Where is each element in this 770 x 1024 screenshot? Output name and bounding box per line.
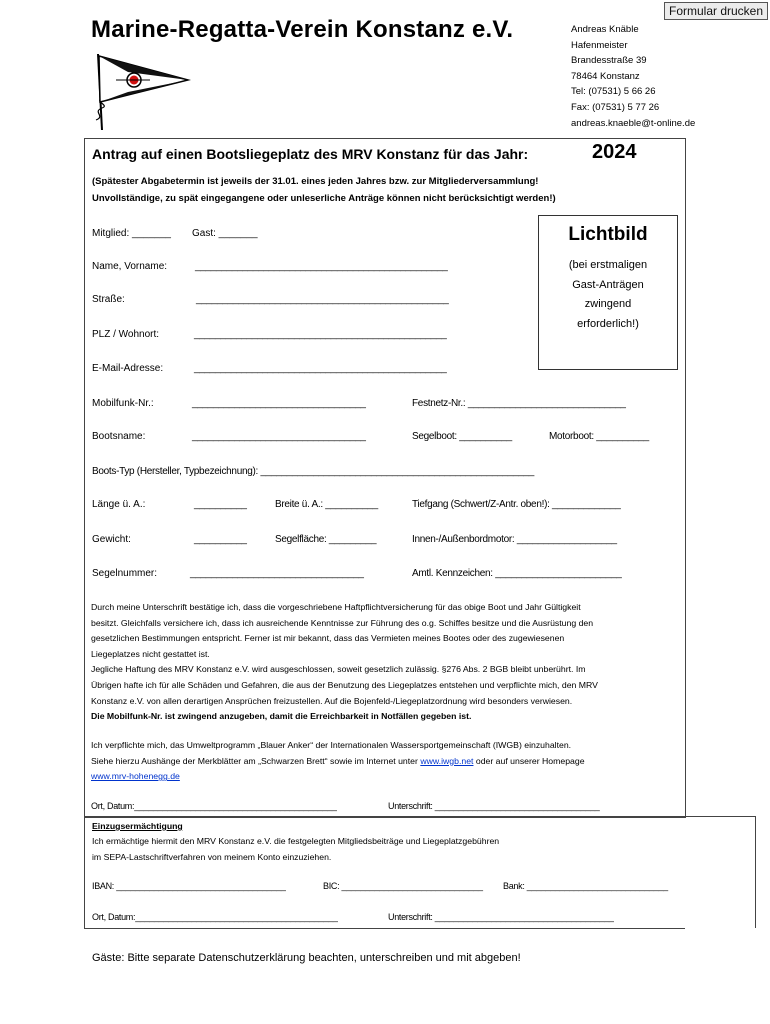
mobile-required-note: Die Mobilfunk-Nr. ist zwingend anzugeben, damit die Erreichbarkeit in Notfällen gegeben ist.	[91, 711, 472, 722]
legal-line: Konstanz e.V. von allen derartigen Ansprüchen freizustellen. Auf die Bojenfeld-/Liegeplatzordnung wird besonders verwiesen.	[91, 695, 573, 706]
deadline-warning: (Spätester Abgabetermin ist jeweils der 31.01. eines jeden Jahres bzw. zur Mitgliederversammlung!	[92, 176, 539, 187]
landline-field[interactable]: Festnetz-Nr.: ______________________________	[412, 398, 626, 409]
motorboat-field[interactable]: Motorboot: __________	[549, 431, 649, 442]
legal-line: besitzt. Gleichfalls versichere ich, dass ich ausreichende Kenntnisse zur Führung des o.g. Schiffes besitze und die Ausrüstung den	[91, 617, 594, 628]
sepa-place-date-field[interactable]: Ort, Datum:___________________________________________	[92, 912, 338, 922]
contact-block	[571, 22, 695, 131]
legal-text: oder auf unserer Homepage	[475, 755, 585, 766]
incomplete-warning: Unvollständige, zu spät eingegangene oder unleserliche Anträge können nicht berücksichtigt werden!)	[92, 193, 556, 204]
contact-name: Andreas Knäble	[571, 24, 639, 35]
contact-email: andreas.knaeble@t-online.de	[571, 117, 696, 129]
photo-box	[538, 215, 678, 370]
legal-line: gesetzlichen Bestimmungen entspricht. Ferner ist mir bekannt, dass das Vermieten meines Bootes oder des zugewiesenen	[91, 633, 565, 644]
legal-line: Jegliche Haftung des MRV Konstanz e.V. wird ausgeschlossen, soweit gesetzlich zulässig. §276 Abs. 2 BGB bleibt unberührt. Im	[91, 664, 586, 675]
email-label: E-Mail-Adresse:	[92, 363, 164, 374]
signature-field[interactable]: Unterschrift: ___________________________________	[388, 801, 600, 811]
contact-phone: Tel: (07531) 5 66 26	[571, 86, 656, 98]
photo-note-line: zwingend	[584, 298, 632, 310]
boat-name-field[interactable]: _________________________________	[192, 431, 366, 442]
mobile-field[interactable]: _________________________________	[192, 398, 366, 409]
sail-number-label: Segelnummer:	[92, 568, 158, 579]
sepa-text: Ich ermächtige hiermit den MRV Konstanz e.V. die festgelegten Mitgliedsbeiträge und Liegeplatzgebühren	[92, 836, 500, 846]
boat-name-label: Bootsname:	[92, 431, 146, 442]
sailboat-field[interactable]: Segelboot: __________	[412, 431, 512, 442]
environment-paragraph	[91, 738, 676, 785]
photo-note-line: Gast-Anträgen	[572, 278, 644, 291]
legal-text: Siehe hierzu Aushänge der Merkblätter am „Schwarzen Brett“ sowie im Internet unter	[91, 755, 418, 766]
bank-field[interactable]: Bank: ______________________________	[503, 881, 668, 891]
iwgb-link[interactable]: www.iwgb.net	[420, 755, 474, 766]
weight-label: Gewicht:	[92, 534, 131, 545]
length-label: Länge ü. A.:	[92, 499, 146, 510]
registration-field[interactable]: Amtl. Kennzeichen: ________________________	[412, 568, 622, 579]
street-field[interactable]: ________________________________________________	[196, 294, 449, 305]
guest-privacy-note: Gäste: Bitte separate Datenschutzerklärung beachten, unterschreiben und mit abgeben!	[92, 952, 521, 964]
photo-title: Lichtbild	[568, 224, 648, 245]
name-field[interactable]: ________________________________________________	[195, 261, 448, 272]
contact-fax: Fax: (07531) 5 77 26	[571, 101, 660, 113]
iban-field[interactable]: IBAN: ____________________________________	[92, 881, 286, 891]
contact-street: Brandesstraße 39	[571, 55, 647, 67]
place-date-field[interactable]: Ort, Datum:___________________________________________	[91, 801, 337, 811]
contact-role: Hafenmeister	[571, 39, 628, 51]
sepa-box-top-border	[84, 816, 756, 817]
mobile-label: Mobilfunk-Nr.:	[92, 398, 154, 409]
bic-field[interactable]: BIC: ______________________________	[323, 881, 483, 891]
weight-field[interactable]: __________	[194, 534, 247, 545]
legal-line	[91, 754, 676, 770]
legal-line: Ich verpflichte mich, das Umweltprogramm „Blauer Anker“ der Internationalen Wassersportgemeinschaft (IWGB) einzuhalten.	[91, 740, 572, 750]
width-field[interactable]: Breite ü. A.: __________	[275, 499, 378, 510]
sepa-text: im SEPA-Lastschriftverfahren von meinem Konto einzuziehen.	[92, 852, 332, 862]
liability-paragraph	[91, 600, 676, 725]
club-title: Marine-Regatta-Verein Konstanz e.V.	[91, 16, 514, 43]
street-label: Straße:	[92, 294, 125, 305]
sepa-signature-field[interactable]: Unterschrift: ______________________________________	[388, 912, 614, 922]
guest-field[interactable]: Gast: _______	[192, 228, 258, 239]
name-label: Name, Vorname:	[92, 261, 168, 272]
sail-number-field[interactable]: _________________________________	[190, 568, 364, 579]
legal-line: Übrigen hafte ich für alle Schäden und Gefahren, die aus der Benutzung des Liegeplatzes entstehen und verpflichte mich, den MRV	[91, 679, 598, 690]
zip-city-field[interactable]: ________________________________________________	[194, 329, 447, 340]
length-field[interactable]: __________	[194, 499, 247, 510]
club-pennant-logo	[88, 50, 198, 132]
draft-field[interactable]: Tiefgang (Schwert/Z-Antr. oben!): _____________	[412, 499, 621, 510]
photo-note-line: (bei erstmaligen	[568, 259, 648, 271]
zip-city-label: PLZ / Wohnort:	[92, 329, 160, 340]
sepa-title: Einzugsermächtigung	[92, 821, 183, 831]
legal-line: Durch meine Unterschrift bestätige ich, dass die vorgeschriebene Haftpflichtversicherung für das obige Boot und Jahr Gültigkeit	[91, 602, 581, 612]
legal-line: Liegeplatzes nicht gestattet ist.	[91, 648, 210, 659]
boat-type-field[interactable]: Boots-Typ (Hersteller, Typbezeichnung): ____________________________________________________	[92, 466, 535, 477]
sepa-box-right-border	[755, 816, 756, 928]
engine-field[interactable]: Innen-/Außenbordmotor: ___________________	[412, 534, 617, 545]
print-form-button[interactable]: Formular drucken	[664, 2, 768, 20]
photo-note-line: erforderlich!)	[577, 317, 639, 330]
contact-city: 78464 Konstanz	[571, 70, 640, 82]
member-field[interactable]: Mitglied: _______	[92, 228, 171, 239]
email-field[interactable]: ________________________________________________	[194, 363, 447, 374]
form-year: 2024	[592, 141, 637, 163]
sail-area-field[interactable]: Segelfläche: _________	[275, 534, 377, 545]
form-heading: Antrag auf einen Bootsliegeplatz des MRV Konstanz für das Jahr:	[92, 146, 529, 162]
homepage-link[interactable]: www.mrv-hohenegg.de	[91, 771, 180, 782]
